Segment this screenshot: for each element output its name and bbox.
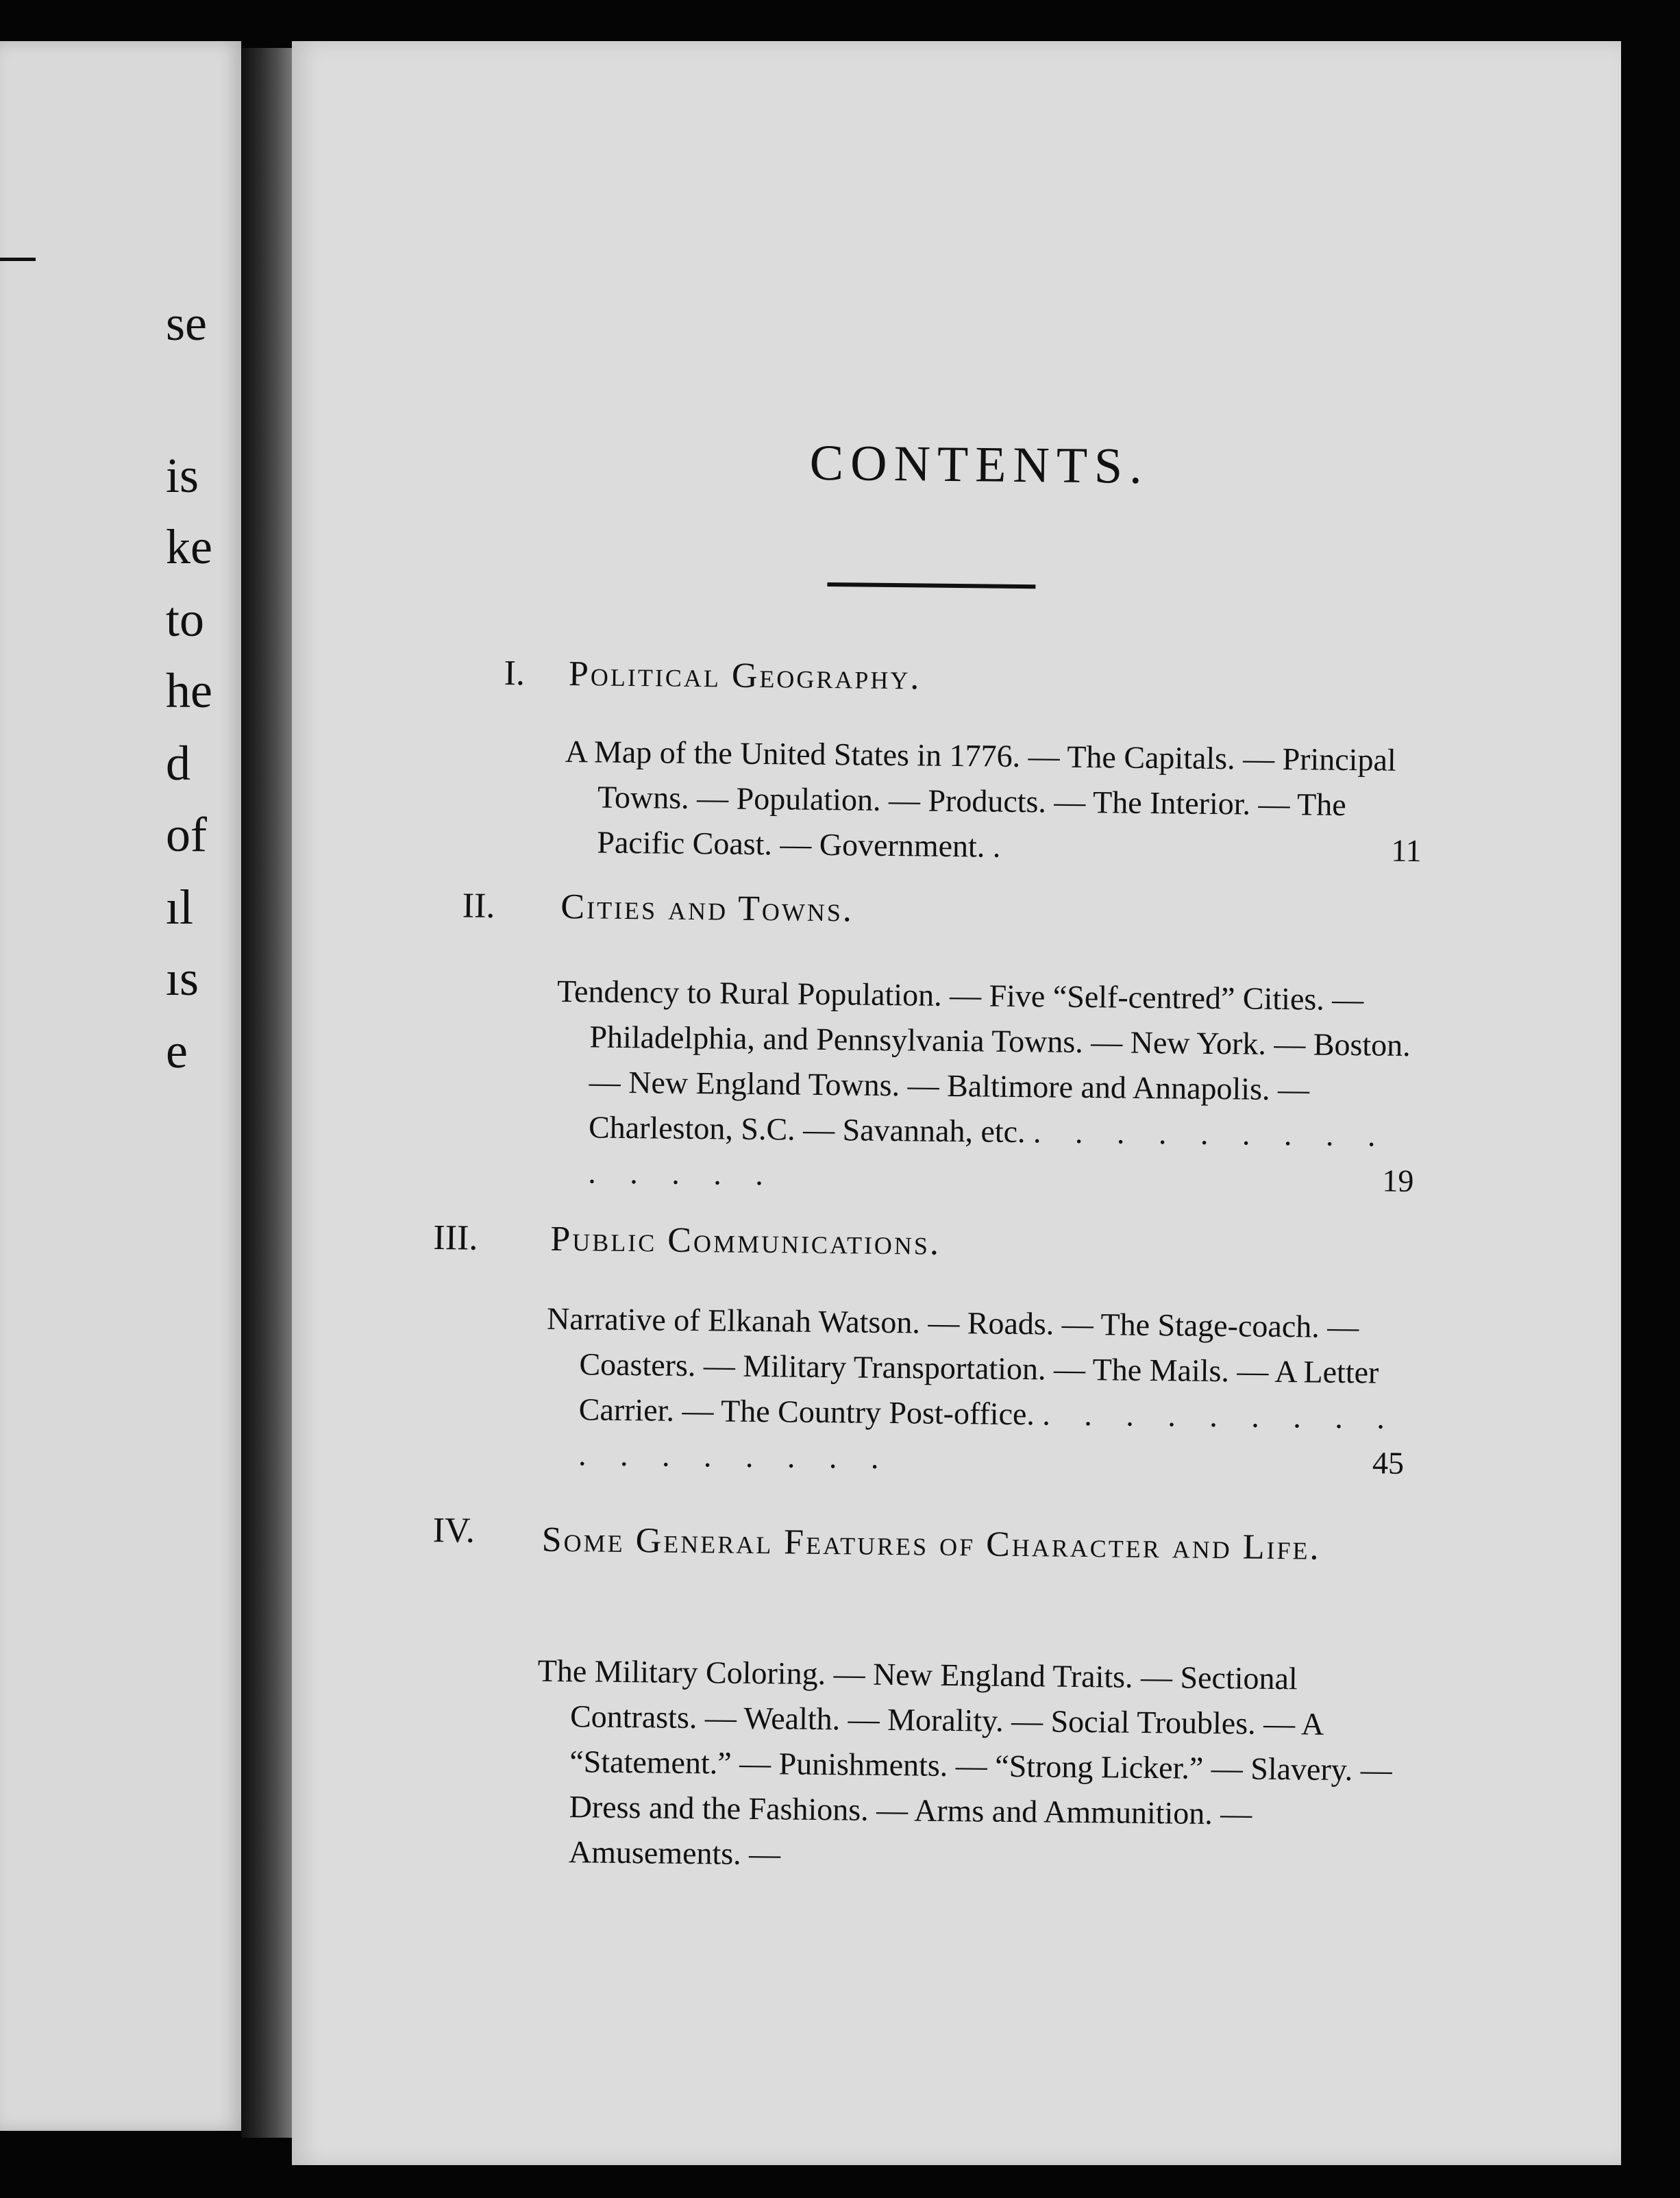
left-page-text-fragment: ke [166,519,212,574]
dot-leader: . [992,828,1014,864]
left-page-text-fragment: e [166,1024,188,1078]
left-page-fragment [0,41,241,2131]
left-page-text-fragment: of [166,807,207,862]
title-rule [827,582,1035,589]
chapter-summary [536,1648,1398,1884]
left-page-text-fragment: ıl [166,880,194,935]
book-gutter [241,48,292,2138]
dot-leader: . . . . . . . . . . . . . . . . . [578,1396,1398,1476]
page-number: 45 [1372,1445,1405,1481]
chapter-summary-text: The Military Coloring. — New England Traits. — Sectional Contrasts. — Wealth. — Morality. — Social Troubles. — A “Statement.” — Punishments. — “Strong Licker.” — Slavery. — Dress and the Fashions. — Arms and Ammunition. — Amusements. — [537,1653,1393,1872]
chapter-heading: Some General Features of Character and Life. [541,1520,1321,1568]
page-number: 11 [1391,832,1422,869]
chapter-number: III. [433,1218,478,1258]
chapter-number: IV. [432,1511,475,1551]
left-page-dash [0,258,36,261]
contents-content [292,41,1621,2165]
chapter-summary [545,1296,1407,1486]
chapter-heading: Cities and Towns. [560,887,854,930]
dot-leader: . . . . . . . . . . . . . . [588,1114,1389,1192]
chapter-heading: Political Geography. [568,654,922,697]
chapter-number: I. [504,654,526,693]
left-page-text-fragment: ıs [166,951,199,1006]
chapter-summary-text: A Map of the United States in 1776. — The Capitals. — Principal Towns. — Population. — Products. — The Interior. — The Pacific Coast. — Government. [565,734,1396,864]
left-page-text-fragment: se [166,296,207,351]
left-page-text-fragment: to [166,592,205,647]
chapter-summary-text: Tendency to Rural Population. — Five “Self-centred” Cities. — Philadelphia, and Pennsylvania Towns. — New York. — Boston. — New England Towns. — Baltimore and Annapolis. — Charleston, S.C. — Savannah, etc. [556,973,1411,1150]
left-page-text-fragment: d [166,736,190,791]
page-title: CONTENTS. [809,434,1150,495]
chapter-summary [555,969,1417,1204]
chapter-summary [564,729,1425,874]
left-page-text-fragment: is [166,448,199,503]
chapter-summary-text: Narrative of Elkanah Watson. — Roads. — The Stage-coach. — Coasters. — Military Transportation. — The Mails. — A Letter Carrier. — The Country Post-office. [546,1300,1379,1432]
contents-page [292,41,1621,2165]
left-page-text-fragment: he [166,663,212,718]
chapter-heading: Public Communications. [550,1219,941,1263]
chapter-number: II. [462,886,495,926]
page-number: 19 [1382,1163,1414,1199]
